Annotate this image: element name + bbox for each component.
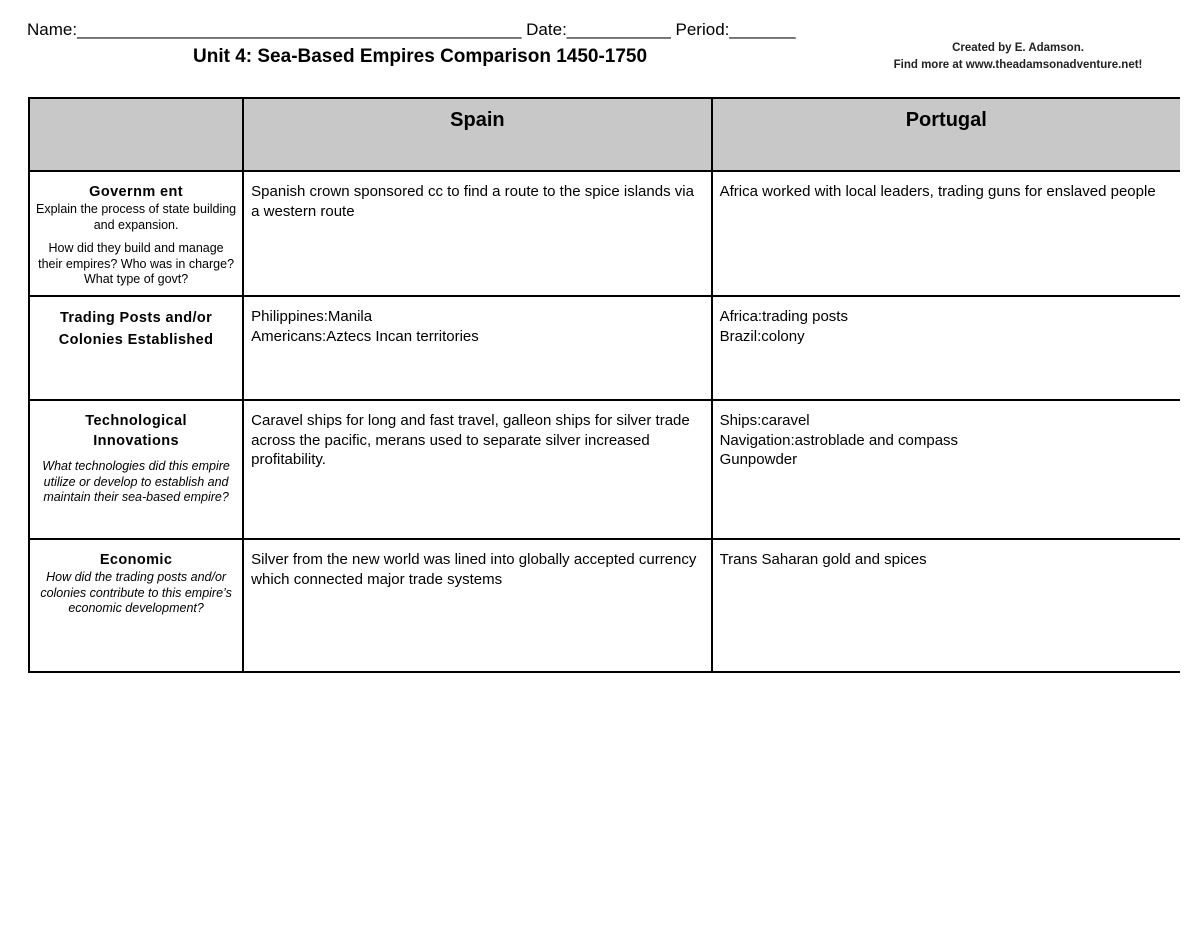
name-date-period-line: Name:_______________________________________________ Date:___________ Period:_______ bbox=[27, 20, 796, 39]
answer-spain-technology[interactable]: Caravel ships for long and fast travel, galleon ships for silver trade across the pacific, merans used to separate silver increased profitability. bbox=[243, 400, 711, 539]
row-title: Economic bbox=[99, 552, 173, 568]
row-label-trading-posts bbox=[29, 296, 243, 400]
row-description: What technologies did this empire utilize or develop to establish and maintain their sea-based empire? bbox=[42, 459, 230, 504]
row-label-government bbox=[29, 171, 243, 296]
header-spain: Spain bbox=[243, 98, 711, 171]
row-description: How did they build and manage their empires? Who was in charge? What type of govt? bbox=[38, 241, 235, 286]
row-title: Governm ent bbox=[89, 184, 183, 200]
answer-portugal-government[interactable]: Africa worked with local leaders, trading guns for enslaved people bbox=[712, 171, 1180, 296]
answer-portugal-trading-posts[interactable]: Africa:trading posts Brazil:colony bbox=[712, 296, 1180, 400]
answer-portugal-economic[interactable]: Trans Saharan gold and spices bbox=[712, 539, 1180, 672]
header-portugal: Portugal bbox=[712, 98, 1180, 171]
page-title: Unit 4: Sea-Based Empires Comparison 1450-1750 bbox=[193, 46, 648, 67]
row-title: Technological Innovations bbox=[85, 413, 187, 449]
row-description: How did the trading posts and/or colonies contribute to this empire’s economic development? bbox=[40, 570, 232, 615]
credit-author: Created by E. Adamson. bbox=[952, 42, 1084, 54]
answer-portugal-technology[interactable]: Ships:caravel Navigation:astroblade and compass Gunpowder bbox=[712, 400, 1180, 539]
table-row-technology bbox=[29, 400, 1180, 539]
row-description: Explain the process of state building and expansion. bbox=[36, 202, 237, 232]
table-header-row bbox=[29, 98, 1180, 171]
header-blank-cell bbox=[29, 98, 243, 171]
credit-block bbox=[868, 40, 1168, 74]
row-title: Trading Posts and/or Colonies Established bbox=[58, 310, 214, 348]
comparison-table bbox=[28, 97, 1180, 673]
answer-spain-government[interactable]: Spanish crown sponsored cc to find a route to the spice islands via a western route bbox=[243, 171, 711, 296]
table-row-government bbox=[29, 171, 1180, 296]
row-label-technology bbox=[29, 400, 243, 539]
table-row-economic bbox=[29, 539, 1180, 672]
row-label-economic bbox=[29, 539, 243, 672]
answer-spain-economic[interactable]: Silver from the new world was lined into globally accepted currency which connected major trade systems bbox=[243, 539, 711, 672]
answer-spain-trading-posts[interactable]: Philippines:Manila Americans:Aztecs Incan territories bbox=[243, 296, 711, 400]
table-row-trading-posts bbox=[29, 296, 1180, 400]
credit-website: Find more at www.theadamsonadventure.net! bbox=[893, 59, 1143, 71]
